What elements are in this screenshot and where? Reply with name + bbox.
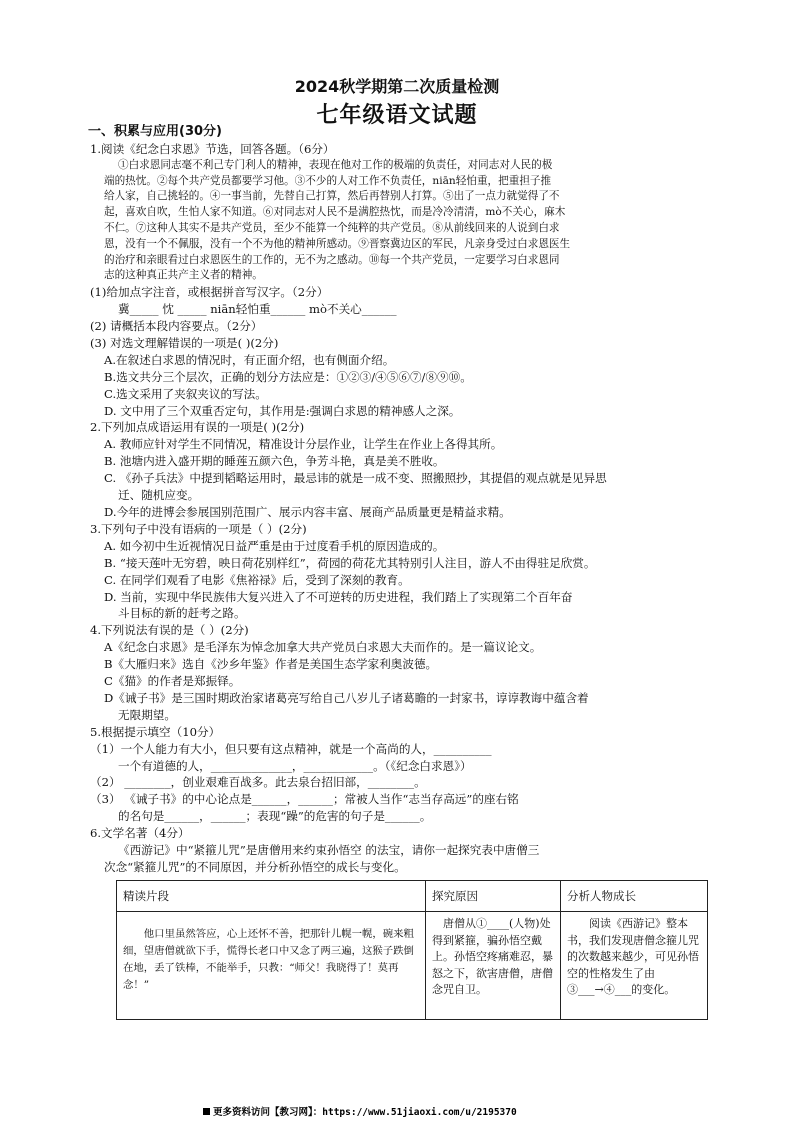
text-line: A. 如今初中生近视情况日益严重是由于过度看手机的原因造成的。	[104, 538, 445, 553]
text-line: C.选文采用了夹叙夹议的写法。	[104, 386, 267, 401]
text-line: 恩，没有一个不佩服，没有一个不为他的精神所感动。⑨晋察冀边区的军民，凡亲身受过白求恩医生	[104, 237, 571, 250]
text-line: 给人家，自己挑轻的。④一事当前，先替自己打算，然后再替别人打算。⑤出了一点力就觉得了不	[104, 190, 560, 203]
footer-link[interactable]	[203, 1104, 517, 1118]
text-line: D《诫子书》是三国时期政治家诸葛亮写给自己八岁儿子诸葛瞻的一封家书，谆谆教诲中蕴含着	[104, 690, 589, 705]
text-line: C《猫》的作者是郑振铎。	[104, 674, 241, 689]
text-line: 志的这种真正共产主义者的精神。	[104, 269, 263, 282]
text-line: (2) 请概括本段内容要点。（2分）	[90, 319, 263, 333]
text-line: D. 当前，实现中华民族伟大复兴进入了不可逆转的历史进程，我们踏上了实现第二个百年奋	[104, 589, 573, 604]
text-line: B. 池塘内进入盛开期的睡莲五颜六色，争芳斗艳，真是美不胜收。	[104, 454, 445, 469]
text-line: 次念“紧箍儿咒”的不同原因，并分析孙悟空的成长与变化。	[104, 860, 406, 874]
text-line: （2） ________，创业艰难百战多。此去泉台招旧部，________。	[90, 775, 426, 790]
text-line: ①白求恩同志毫不利己专门利人的精神，表现在他对工作的极端的负责任，对同志对人民的极	[118, 158, 553, 171]
text-line: A.在叙述白求恩的情况时，有正面介绍，也有侧面介绍。	[104, 352, 395, 367]
footer-text[interactable]: 更多资料访问【教习网】：https://www.51jiaoxi.com/u/2195370	[213, 1107, 517, 1118]
text-line: 4.下列说法有误的是（ ）(2分)	[90, 623, 249, 638]
text-line: 迁、随机应变。	[118, 488, 200, 503]
text-line: (3) 对选文理解错误的一项是( )(2分)	[90, 335, 279, 350]
flag-icon	[203, 1108, 210, 1115]
table-header-excerpt: 精读片段	[117, 881, 426, 912]
text-line: （1）一个人能力有大小，但只要有这点精神，就是一个高尚的人，__________	[90, 741, 492, 756]
text-line: 的治疗和亲眼看过白求恩医生的工作的，无不为之感动。⑩每一个共产党员，一定要学习白求恩同	[104, 253, 560, 266]
text-line: 的名句是______，______；表现“躁”的危害的句子是______。	[118, 809, 432, 824]
text-line: （3） 《诫子书》的中心论点是______，______；常被人当作“志当存高远”的座右铭	[90, 792, 519, 807]
text-line: C. 《孙子兵法》中提到韬略运用时，最忌讳的就是一成不变、照搬照抄，其提倡的观点就是见异思	[104, 471, 607, 486]
text-line: D.今年的进博会参展国别范围广、展示内容丰富、展商产品质量更是精益求精。	[104, 504, 511, 519]
exam-title: 2024秋学期第二次质量检测	[294, 77, 500, 96]
text-line: 不仁。⑦这种人其实不是共产党员，至少不能算一个纯粹的共产党员。⑧从前线回来的人说到白求	[104, 222, 560, 234]
text-line: B. “接天莲叶无穷碧，映日荷花别样红”，荷园的荷花尤其特别引人注目，游人不由得驻足欣赏。	[104, 555, 596, 570]
table-cell-excerpt: 他口里虽然答应，心上还怀不善，把那针儿幌一幌，碗来粗细，望唐僧就欲下手，慌得长老口中又念了两三遍，这猴子跌倒在地，丢了铁棒，不能举手，只教：“师父！我晓得了！莫再念！”	[117, 912, 426, 1020]
section-heading: 一、积累与应用(30分)	[88, 124, 222, 139]
table-header-growth: 分析人物成长	[561, 881, 708, 912]
text-line: 1.阅读《纪念白求恩》节选，回答各题。（6分）	[90, 141, 335, 156]
exam-subtitle: 七年级语文试题	[316, 103, 478, 128]
text-line: B《大雁归来》选自《沙乡年鉴》作者是美国生态学家利奥波德。	[104, 657, 438, 672]
text-line: 斗目标的新的赶考之路。	[118, 606, 246, 621]
table-cell-growth: 阅读《西游记》整本书，我们发现唐僧念箍儿咒的次数越来越少，可见孙悟空的性格发生了由③___→④___的变化。	[561, 912, 708, 1020]
text-line: 无限期望。	[118, 707, 176, 722]
text-line: 冀_____ 忱 _____ niān轻怕重______ mò不关心______	[118, 302, 397, 317]
text-line: B.选文共分三个层次，正确的划分方法应是：①②③/④⑤⑥⑦/⑧⑨⑩。	[104, 369, 472, 384]
text-line: 端的热忱。②每个共产党员都要学习他。③不少的人对工作不负责任，niān轻怕重，把重担子推	[104, 174, 552, 187]
text-line: 6.文学名著（4分）	[90, 826, 190, 841]
text-line: C. 在同学们观看了电影《焦裕禄》后，受到了深刻的教育。	[104, 572, 410, 587]
reading-table	[116, 880, 708, 1020]
exam-body	[90, 124, 716, 876]
text-line: 3.下列句子中没有语病的一项是（ ）(2分)	[90, 521, 307, 536]
text-line: A. 教师应针对学生不同情况，精准设计分层作业，让学生在作业上各得其所。	[104, 437, 503, 452]
text-line: 5.根据提示填空（10分）	[90, 724, 221, 739]
text-line: 一个有道德的人，______________，____________。（《纪念白求恩》）	[118, 758, 472, 773]
table-cell-reason: 唐僧从①____(人物)处得到紧箍，骗孙悟空戴上。孙悟空疼痛难忍，暴怒之下，欲害唐僧，唐僧念咒自卫。	[426, 912, 561, 1020]
text-line: A《纪念白求恩》是毛泽东为悼念加拿大共产党员白求恩大夫而作的。是一篇议论文。	[104, 640, 542, 655]
text-line: D. 文中用了三个双重否定句，其作用是:强调白求恩的精神感人之深。	[104, 403, 461, 418]
text-line: 《西游记》中“紧箍儿咒”是唐僧用来约束孙悟空 的法宝，请你一起探究表中唐僧三	[118, 843, 540, 858]
table-header-reason: 探究原因	[426, 881, 561, 912]
text-line: (1)给加点字注音，或根据拼音写汉字。（2分）	[90, 285, 329, 300]
text-line: 起，喜欢自吹，生怕人家不知道。⑥对同志对人民不是满腔热忱，而是冷冷清清，mò不关心，麻木	[104, 206, 566, 219]
text-line: 2.下列加点成语运用有误的一项是( )(2分)	[90, 420, 305, 435]
